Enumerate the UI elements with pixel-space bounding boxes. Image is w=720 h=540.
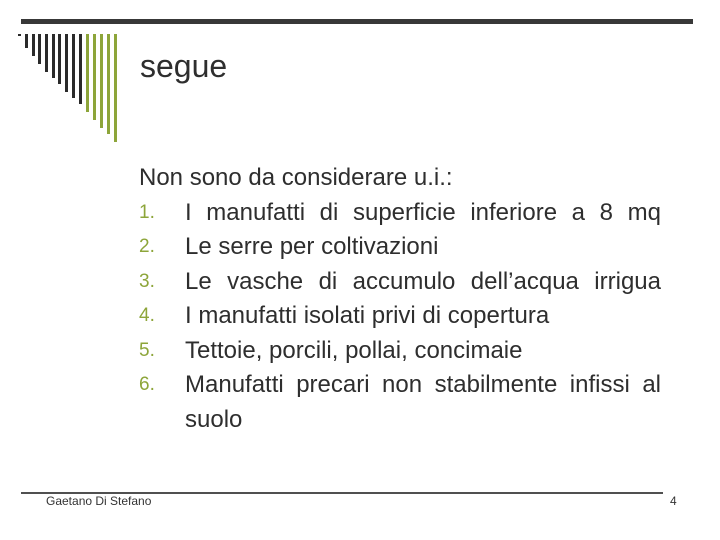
decorative-stripe [52, 34, 55, 78]
list-item-text: Le vasche di accumulo dell’acqua irrigua [185, 267, 661, 295]
list-item-text: Tettoie, porcili, pollai, concimaie [185, 336, 523, 364]
decorative-stripe [38, 34, 41, 64]
list-item-text: Manufatti precari non stabilmente infissi al suolo [185, 371, 661, 433]
decorative-stripe [79, 34, 82, 104]
exclusion-list [139, 196, 661, 438]
list-item [139, 299, 661, 334]
list-item [139, 368, 661, 437]
decorative-stripe [32, 34, 35, 56]
list-number: 2. [139, 236, 155, 257]
list-item [139, 265, 661, 300]
list-item [139, 230, 661, 265]
list-item [139, 334, 661, 369]
list-number: 4. [139, 305, 155, 326]
list-item-text: Le serre per coltivazioni [185, 233, 439, 260]
slide-title: segue [140, 48, 228, 84]
list-number: 5. [139, 339, 155, 361]
decorative-stripe [58, 34, 61, 84]
list-item [139, 196, 661, 231]
decorative-stripe [114, 34, 117, 142]
decorative-stripe [100, 34, 103, 128]
footer-author: Gaetano Di Stefano [46, 494, 152, 508]
page-number: 4 [670, 494, 677, 508]
list-number: 6. [139, 374, 155, 395]
list-item-text: I manufatti isolati privi di copertura [185, 302, 550, 329]
decorative-stripe [72, 34, 75, 98]
intro-text: Non sono da considerare u.i.: [139, 164, 453, 191]
list-number: 3. [139, 270, 155, 292]
decorative-stripe [86, 34, 89, 112]
decorative-stripe [25, 34, 28, 48]
decorative-stripe [65, 34, 68, 92]
decorative-stripe [45, 34, 48, 72]
decorative-stripes [0, 0, 130, 150]
list-item-text: I manufatti di superficie inferiore a 8 mq [185, 198, 661, 226]
decorative-stripe [107, 34, 110, 134]
list-number: 1. [139, 201, 155, 223]
decorative-stripe [18, 34, 21, 36]
slide-body [139, 161, 661, 437]
decorative-stripe [93, 34, 96, 120]
